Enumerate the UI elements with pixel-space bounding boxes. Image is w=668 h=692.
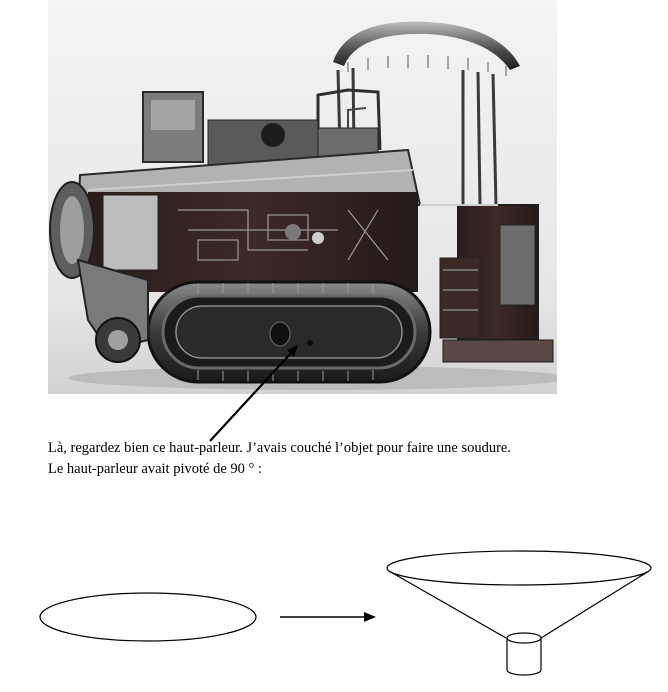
caption-line-2: Le haut-parleur avait pivoté de 90 ° : — [48, 461, 262, 477]
flat-ellipse-shape — [40, 593, 256, 641]
speaker-cone-shape — [387, 551, 651, 675]
caption-line-1: Là, regardez bien ce haut-parleur. J’avais couché l’objet pour faire une soudure. — [48, 440, 511, 456]
pointer-arrow-icon — [210, 345, 298, 441]
right-arrow-icon — [280, 612, 376, 622]
